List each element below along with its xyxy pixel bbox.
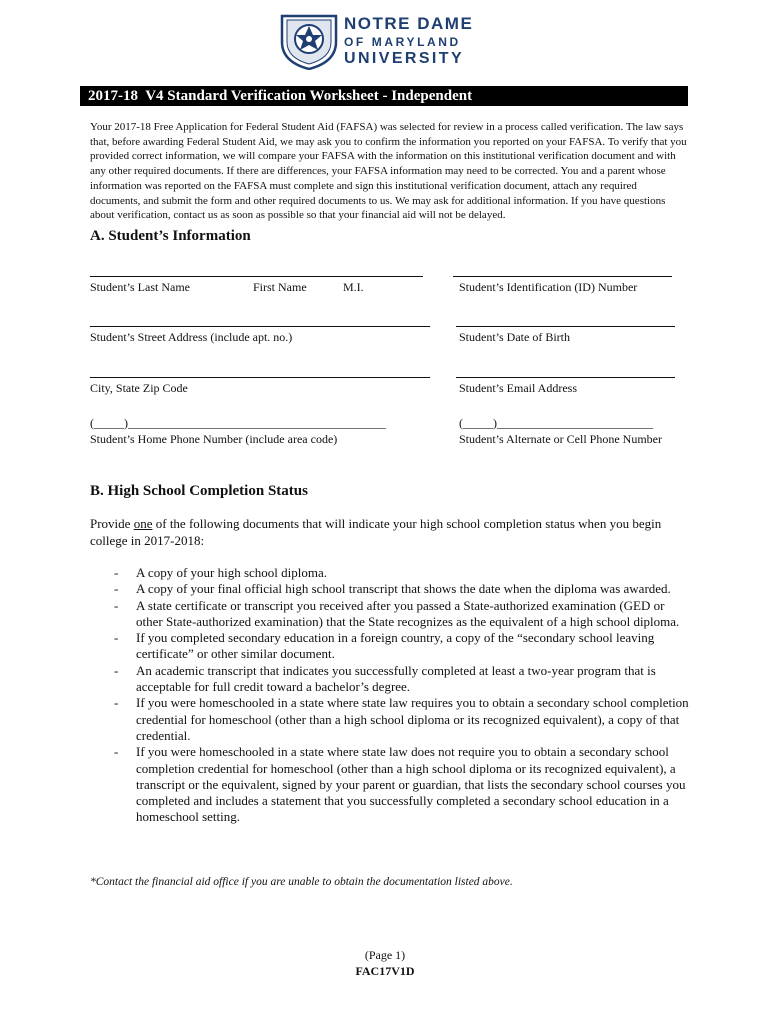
dob-label: Student’s Date of Birth	[459, 330, 570, 344]
bullet-dash: -	[114, 630, 119, 646]
section-b-intro	[90, 515, 690, 549]
list-item	[90, 598, 690, 631]
mi-label: M.I.	[343, 280, 364, 294]
section-b-heading: B. High School Completion Status	[90, 483, 308, 499]
contact-note: *Contact the financial aid office if you are unable to obtain the documentation listed above.	[90, 876, 513, 888]
list-item	[90, 565, 690, 581]
bullet-dash: -	[114, 565, 119, 580]
list-item-text: A state certificate or transcript you received after you passed a State-authorized examination (GED or other State-authorized examination) that the State recognizes as the equivalent of a high school diploma.	[136, 597, 680, 629]
last-name-label: Student’s Last Name	[90, 280, 190, 294]
city-label: City, State Zip Code	[90, 381, 188, 395]
logo-text-line2: OF MARYLAND	[344, 35, 461, 49]
intro-text-post: of the following documents that will indicate your high school completion status when you begin college in 2017-2018:	[90, 516, 662, 548]
form-code: FAC17V1D	[355, 964, 415, 978]
intro-paragraph: Your 2017-18 Free Application for Federal Student Aid (FAFSA) was selected for review in a process called verification. The law says that, before awarding Federal Student Aid, we may ask you to confirm the information you reported on your FAFSA. To verify that you provided correct information, we will compare your FAFSA with the information on this institutional verification document and with any other required documents. If there are differences, your FAFSA information may need to be corrected. You and a parent whose information was reported on the FAFSA must complete and sign this institutional verification document, attach any required documents, and submit the form and other required documents to us. We may ask for additional information. If you have questions about verification, contact us as soon as possible so that your financial aid will not be delayed.	[90, 121, 687, 222]
list-item-text: A copy of your high school diploma.	[136, 565, 328, 580]
list-item-text: If you completed secondary education in a foreign country, a copy of the “secondary school leaving certificate” or other similar document.	[136, 630, 655, 662]
logo-text-line1: NOTRE DAME	[344, 14, 474, 33]
list-item	[90, 581, 690, 597]
shield-icon	[282, 16, 336, 69]
home-phone-label: Student’s Home Phone Number (include area code)	[90, 432, 338, 446]
bullet-dash: -	[114, 695, 119, 711]
list-item-text: A copy of your final official high school transcript that shows the date when the diploma was awarded.	[136, 581, 671, 597]
list-item-text: An academic transcript that indicates you successfully completed at least a two-year program that is acceptable for full credit toward a bachelor’s degree.	[136, 662, 656, 695]
list-item	[90, 695, 690, 744]
home-phone-field[interactable]: (_____)___________________________________________	[90, 416, 386, 430]
intro-text-pre: Provide	[90, 516, 134, 531]
list-item-text: If you were homeschooled in a state where state law does not require you to obtain a secondary school completion credential for homeschool (other than a high school diploma or its recognized equivalent), a transcript or the equivalent, signed by your parent or guardian, that lists the secondary school courses you completed and includes a statement that you successfully completed a secondary school education in a homeschool setting.	[136, 744, 686, 825]
alt-phone-field[interactable]: (_____)__________________________	[459, 416, 653, 430]
page-title: 2017-18 V4 Standard Verification Worksheet - Independent	[80, 86, 688, 106]
list-item	[90, 630, 690, 663]
bullet-dash: -	[114, 662, 119, 678]
student-id-label: Student’s Identification (ID) Number	[459, 280, 638, 294]
bullet-dash: -	[114, 597, 119, 613]
city-field-line[interactable]	[90, 377, 430, 378]
list-item	[90, 663, 690, 696]
email-label: Student’s Email Address	[459, 381, 577, 395]
first-name-label: First Name	[253, 280, 307, 294]
document-options-list	[90, 565, 690, 826]
alt-phone-label: Student’s Alternate or Cell Phone Number	[459, 432, 662, 446]
street-label: Student’s Street Address (include apt. no.)	[90, 330, 293, 344]
name-field-line[interactable]	[90, 276, 423, 277]
page-number: (Page 1)	[364, 948, 406, 962]
street-field-line[interactable]	[90, 326, 430, 327]
email-field-line[interactable]	[456, 377, 675, 378]
section-a-heading: A. Student’s Information	[90, 228, 251, 244]
bullet-dash: -	[114, 581, 119, 597]
student-id-field-line[interactable]	[453, 276, 672, 277]
list-item-text: If you were homeschooled in a state where state law requires you to obtain a secondary school completion credential for homeschool (other than a high school diploma or its recognized equivalent), a copy of that credential.	[136, 695, 689, 743]
intro-text-emphasis: one	[133, 516, 153, 531]
bullet-dash: -	[114, 744, 119, 760]
logo-text-line3: UNIVERSITY	[344, 50, 465, 67]
dob-field-line[interactable]	[456, 326, 675, 327]
list-item	[90, 744, 690, 825]
